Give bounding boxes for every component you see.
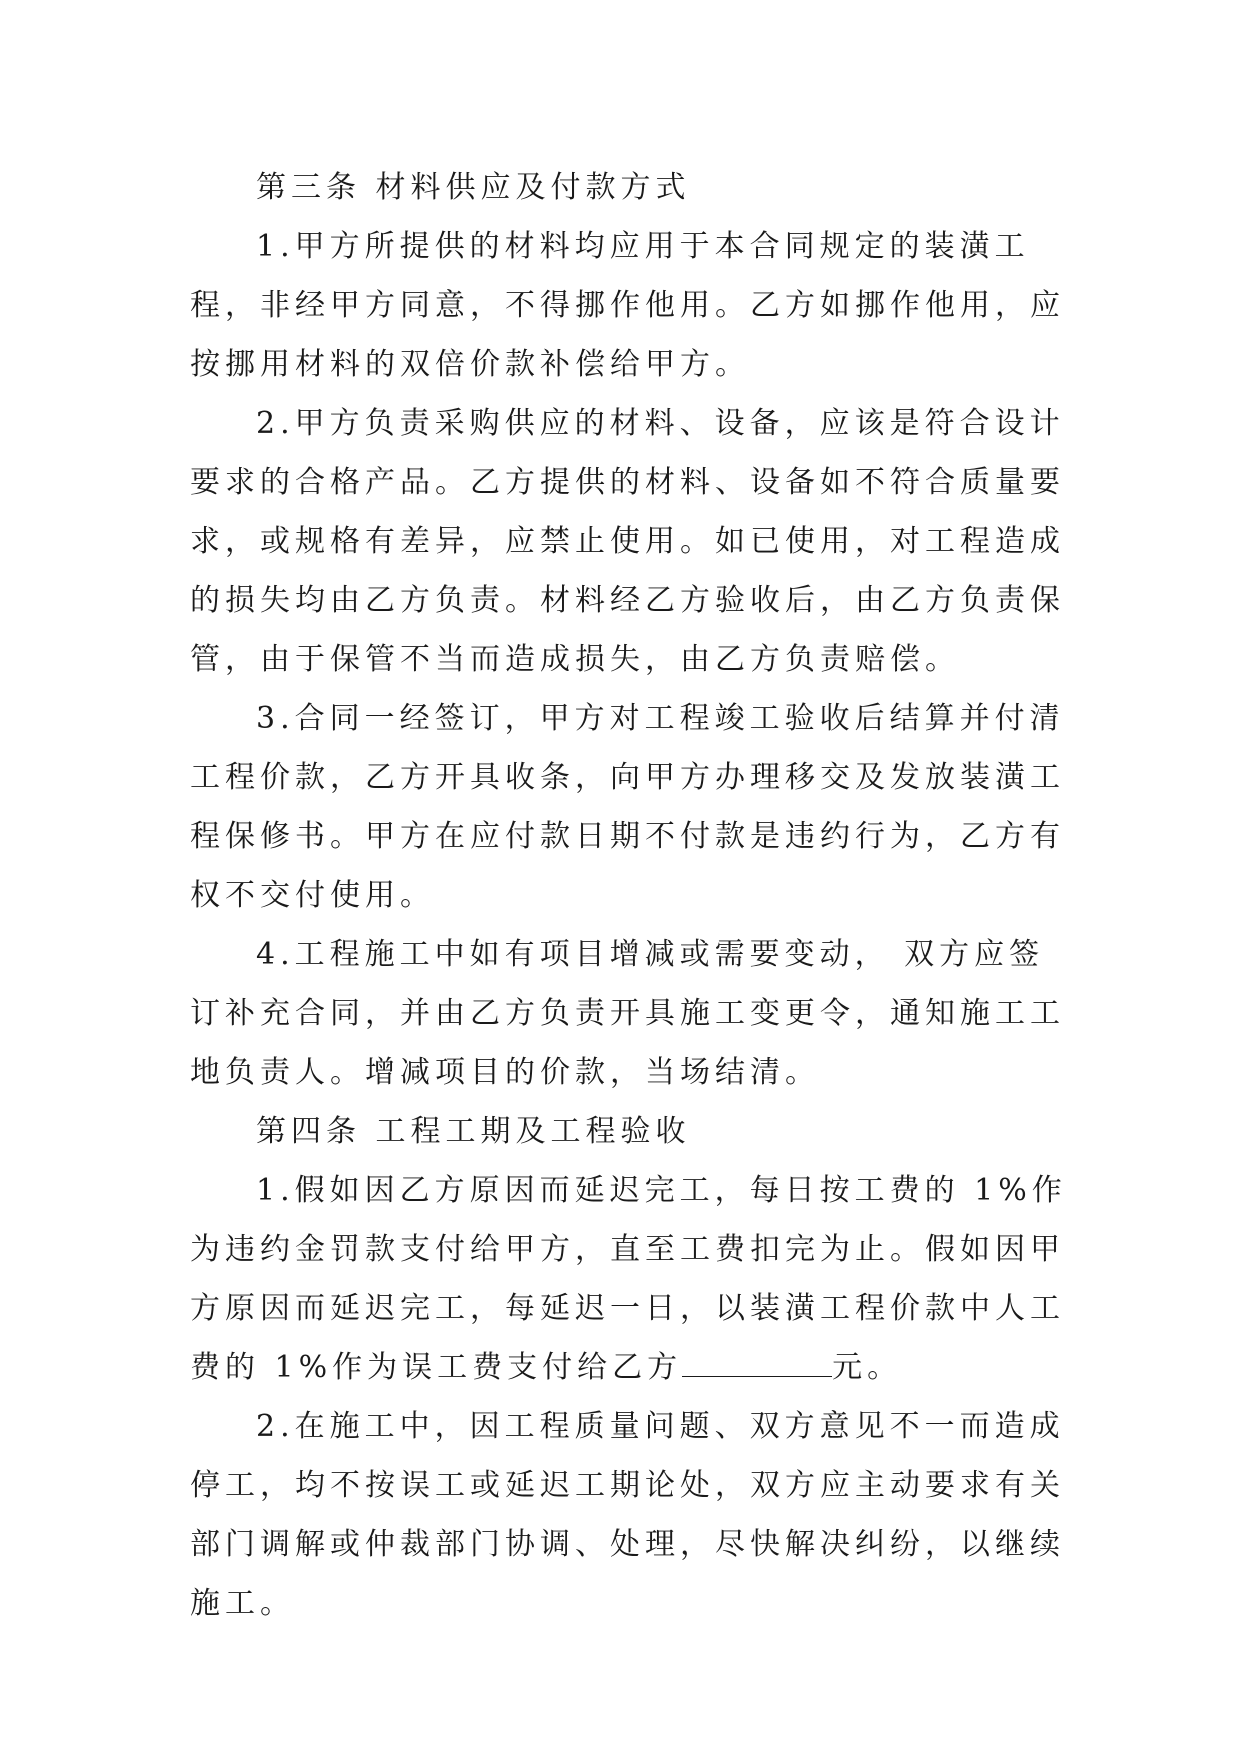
section-3-heading: 第三条 材料供应及付款方式 bbox=[256, 170, 691, 205]
section-3-clause-3: 3.合同一经签订，甲方对工程竣工验收后结算并付清工程价款，乙方开具收条，向甲方办理移交及发放装潢工程保修书。甲方在应付款日期不付款是违约行为，乙方有权不交付使用。 bbox=[190, 701, 1065, 913]
section-4-heading: 第四条 工程工期及工程验收 bbox=[256, 1114, 691, 1149]
section-4-clause-1-text: 1.假如因乙方原因而延迟完工，每日按工费的 1%作为违约金罚款支付给甲方，直至工费扣完为止。假如因甲方原因而延迟完工，每延迟一日，以装潢工程价款中人工费的 1%作为误工费支付给乙方 bbox=[190, 1173, 1067, 1385]
section-4-clause-1 bbox=[190, 1161, 1075, 1397]
amount-blank-field bbox=[682, 1352, 832, 1377]
section-3-clause-4: 4.工程施工中如有项目增减或需要变动， 双方应签订补充合同，并由乙方负责开具施工变更令，通知施工工地负责人。增减项目的价款，当场结清。 bbox=[190, 937, 1065, 1090]
section-3-clause-2: 2.甲方负责采购供应的材料、设备，应该是符合设计要求的合格产品。乙方提供的材料、设备如不符合质量要求，或规格有差异，应禁止使用。如已使用，对工程造成的损失均由乙方负责。材料经乙方验收后，由乙方负责保管，由于保管不当而造成损失，由乙方负责赔偿。 bbox=[190, 406, 1065, 677]
section-4-clause-2: 2.在施工中，因工程质量问题、双方意见不一而造成停工，均不按误工或延迟工期论处，双方应主动要求有关部门调解或仲裁部门协调、处理，尽快解决纠纷，以继续施工。 bbox=[190, 1409, 1065, 1621]
document-body bbox=[190, 158, 1075, 1633]
section-4-clause-1-unit: 元。 bbox=[832, 1350, 903, 1385]
section-3-clause-1: 1.甲方所提供的材料均应用于本合同规定的装潢工程，非经甲方同意，不得挪作他用。乙方如挪作他用，应按挪用材料的双倍价款补偿给甲方。 bbox=[190, 229, 1065, 382]
